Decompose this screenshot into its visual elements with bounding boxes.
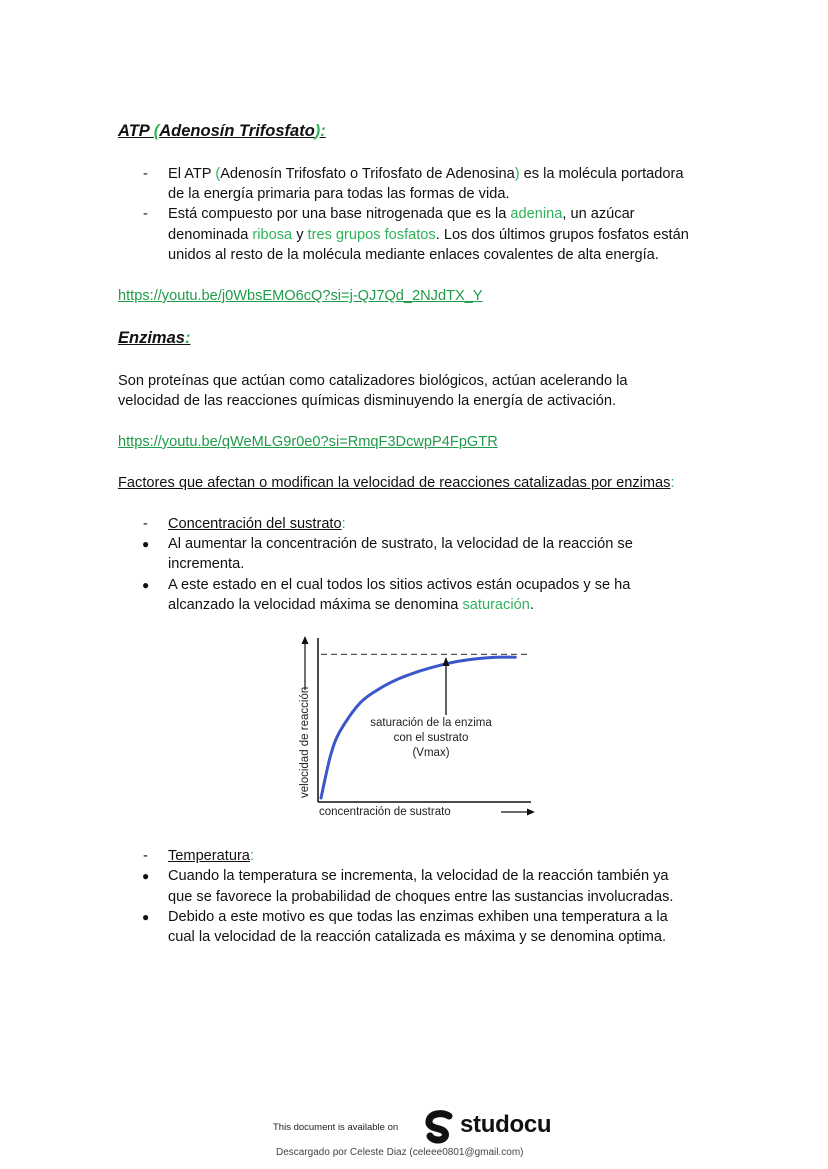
atp-item2-line2: denominada ribosa y tres grupos fosfatos. Los dos últimos grupos fosfatos están xyxy=(168,227,689,243)
temperatura-bullet2-line1: Debido a este motivo es que todas las enzimas exhiben una temperatura a la xyxy=(168,909,668,925)
y-axis-label: velocidad de reacción xyxy=(299,686,311,798)
x-axis-label: concentración de sustrato xyxy=(319,806,451,818)
footer-downloaded-text: Descargado por Celeste Diaz (celeee0801@gmail.com) xyxy=(276,1147,524,1158)
list-bullet: ● xyxy=(142,578,150,592)
studocu-brand[interactable]: studocu xyxy=(460,1111,552,1138)
list-bullet: ● xyxy=(142,910,150,924)
sustrato-bullet2-line1: A este estado en el cual todos los sitios activos están ocupados y se ha xyxy=(168,577,631,593)
atp-heading: ATP (Adenosín Trifosfato): xyxy=(118,122,326,140)
atp-video-link[interactable]: https://youtu.be/j0WbsEMO6cQ?si=j-QJ7Qd_2NJdTX_Y xyxy=(118,288,483,304)
annotation-line3: (Vmax) xyxy=(412,747,450,759)
sustrato-title: Concentración del sustrato: xyxy=(168,516,346,532)
sustrato-bullet1-line1: Al aumentar la concentración de sustrato, la velocidad de la reacción se xyxy=(168,536,633,552)
atp-item1-line1: El ATP (Adenosín Trifosfato o Trifosfato de Adenosina) es la molécula portadora xyxy=(168,166,684,182)
list-bullet: ● xyxy=(142,537,150,551)
temperatura-title: Temperatura: xyxy=(168,848,254,864)
enzimas-heading: Enzimas: xyxy=(118,329,191,347)
annotation-line2: con el sustrato xyxy=(393,732,469,744)
saturation-chart xyxy=(285,630,545,825)
enzimas-video-link[interactable]: https://youtu.be/qWeMLG9r0e0?si=RmqF3DcwpP4FpGTR xyxy=(118,434,498,450)
factors-title: Factores que afectan o modifican la velocidad de reacciones catalizadas por enzimas: xyxy=(118,475,675,491)
annotation-line1: saturación de la enzima xyxy=(370,717,492,729)
x-axis-arrowhead xyxy=(527,809,535,816)
atp-item2-line3: unidos al resto de la molécula mediante enlaces covalentes de alta energía. xyxy=(168,247,659,263)
atp-item1-line2: de la energía primaria para todas las formas de vida. xyxy=(168,186,510,202)
temperatura-bullet1-line2: que se favorece la probabilidad de choques entre las sustancias involucradas. xyxy=(168,889,674,905)
enzimas-paragraph-line2: velocidad de las reacciones químicas disminuyendo la energía de activación. xyxy=(118,393,617,409)
enzimas-paragraph-line1: Son proteínas que actúan como catalizadores biológicos, actúan acelerando la xyxy=(118,373,628,389)
list-dash: - xyxy=(143,166,148,182)
y-axis-arrowhead xyxy=(302,636,309,644)
sustrato-bullet1-line2: incrementa. xyxy=(168,556,245,572)
annotation-arrowhead xyxy=(443,657,450,666)
temperatura-bullet2-line2: cual la velocidad de la reacción catalizada es máxima y se denomina optima. xyxy=(168,929,667,945)
atp-item2-line1: Está compuesto por una base nitrogenada que es la adenina, un azúcar xyxy=(168,206,635,222)
list-bullet: ● xyxy=(142,869,150,883)
list-dash: - xyxy=(143,206,148,222)
list-dash: - xyxy=(143,848,148,864)
temperatura-bullet1-line1: Cuando la temperatura se incrementa, la velocidad de la reacción también ya xyxy=(168,868,669,884)
footer-available-text: This document is available on xyxy=(273,1122,399,1133)
studocu-logo-icon[interactable] xyxy=(424,1110,458,1146)
list-dash: - xyxy=(143,516,148,532)
sustrato-bullet2-line2: alcanzado la velocidad máxima se denomina saturación. xyxy=(168,597,534,613)
